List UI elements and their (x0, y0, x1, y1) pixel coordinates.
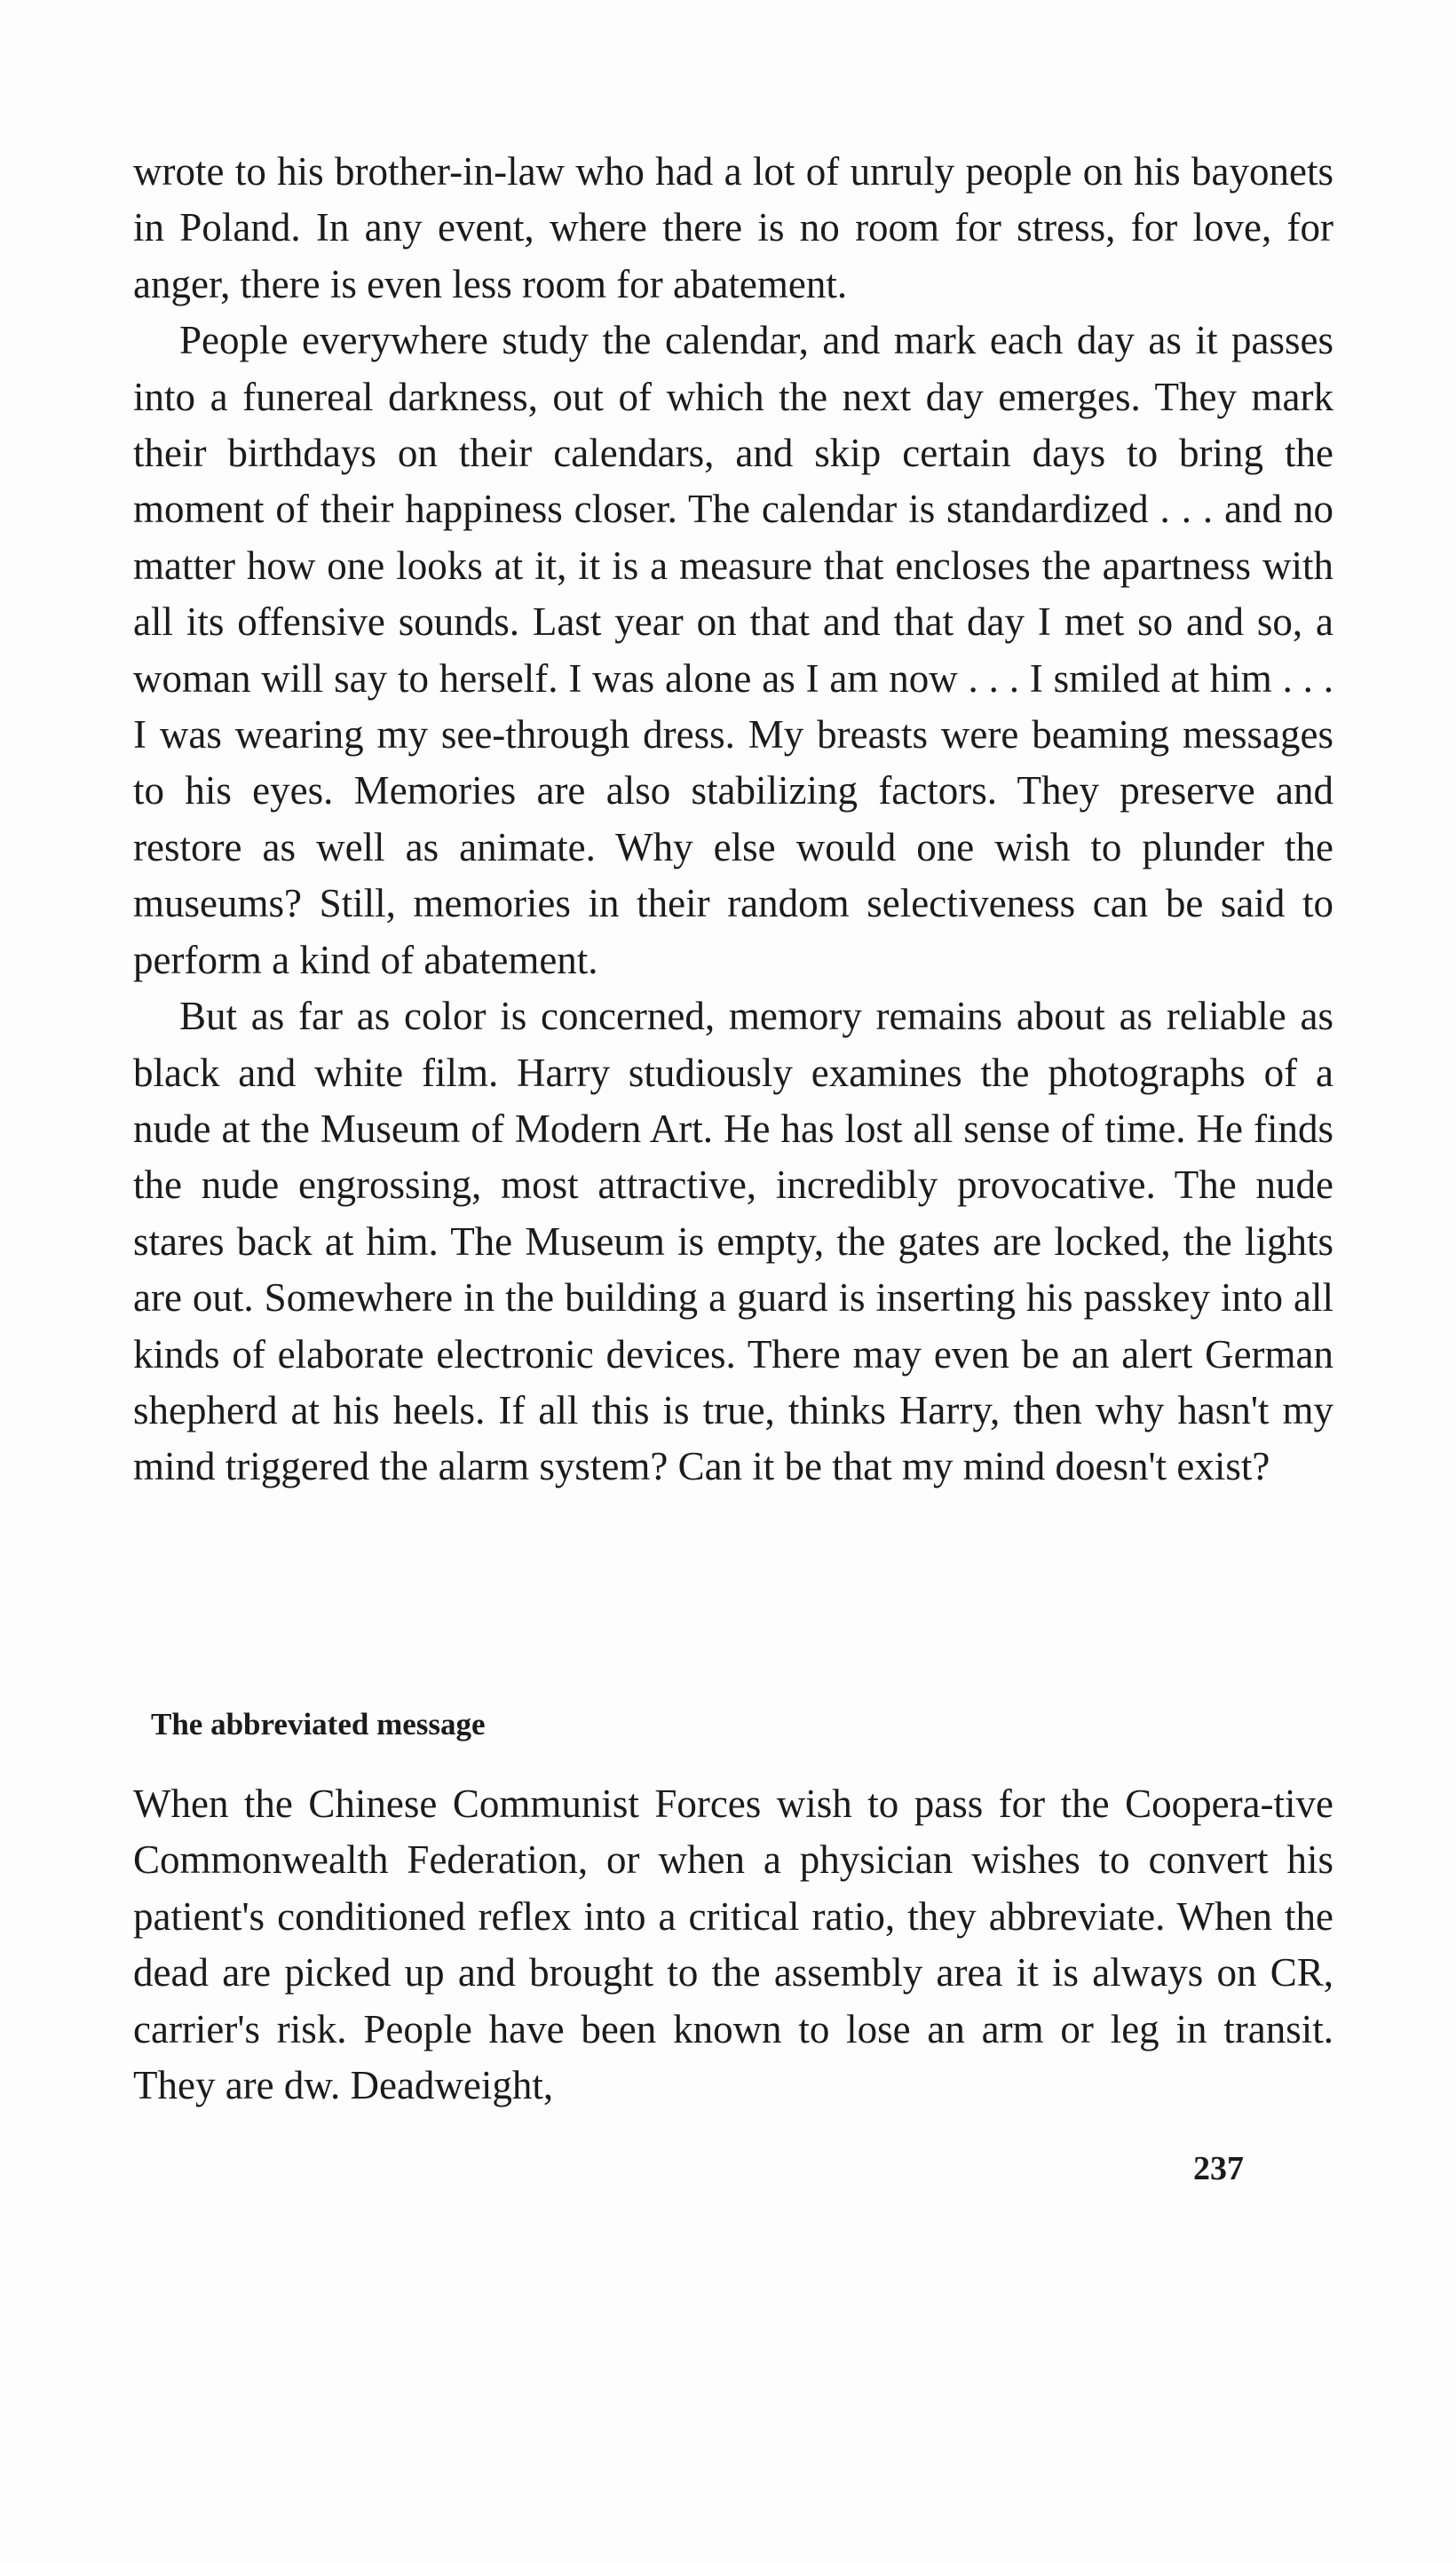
section-heading: The abbreviated message (151, 1707, 486, 1742)
paragraph-abbreviated-message: When the Chinese Communist Forces wish to pass for the Coopera-tive Commonwealth Federation, or when a physician wishes to convert his patient's conditioned reflex into a critical ratio, they abbreviate. When the dead are picked up and brought to the assembly area it is always on CR, carrier's risk. People have been known to lose an arm or leg in transit. They are dw. Deadweight, (133, 1781, 1333, 2108)
paragraph-museum: But as far as color is concerned, memory remains about as reliable as black and white film. Harry studiously examines the photographs of a nude at the Museum of Modern Art. He has lost all sense of time. He finds the nude engrossing, most attractive, incredibly provocative. The nude stares back at him. The Museum is empty, the gates are locked, the lights are out. Somewhere in the building a guard is inserting his passkey into all kinds of elaborate electronic devices. There may even be an alert German shepherd at his heels. If all this is true, thinks Harry, then why hasn't my mind triggered the alarm system? Can it be that my mind doesn't exist? (133, 994, 1333, 1489)
paragraph-calendar: People everywhere study the calendar, and mark each day as it passes into a funereal darkness, out of which the next day emerges. They mark their birthdays on their calendars, and skip certain days to bring the moment of their happiness closer. The calendar is standardized . . . and no matter how one looks at it, it is a measure that encloses the apartness with all its offensive sounds. Last year on that and that day I met so and so, a woman will say to herself. I was alone as I am now . . . I smiled at him . . . I was wearing my see-through dress. My breasts were beaming messages to his eyes. Memories are also stabilizing factors. They preserve and restore as well as animate. Why else would one wish to plunder the museums? Still, memories in their random selectiveness can be said to perform a kind of abatement. (133, 318, 1333, 982)
page-number: 237 (1193, 2150, 1244, 2187)
paragraph-continuation: wrote to his brother-in-law who had a lot of unruly people on his bayonets in Poland. In any event, where there is no room for stress, for love, for anger, there is even less room for abatement. (133, 149, 1333, 306)
body-text-lower (133, 1776, 1333, 2114)
body-text-upper (133, 144, 1333, 1496)
